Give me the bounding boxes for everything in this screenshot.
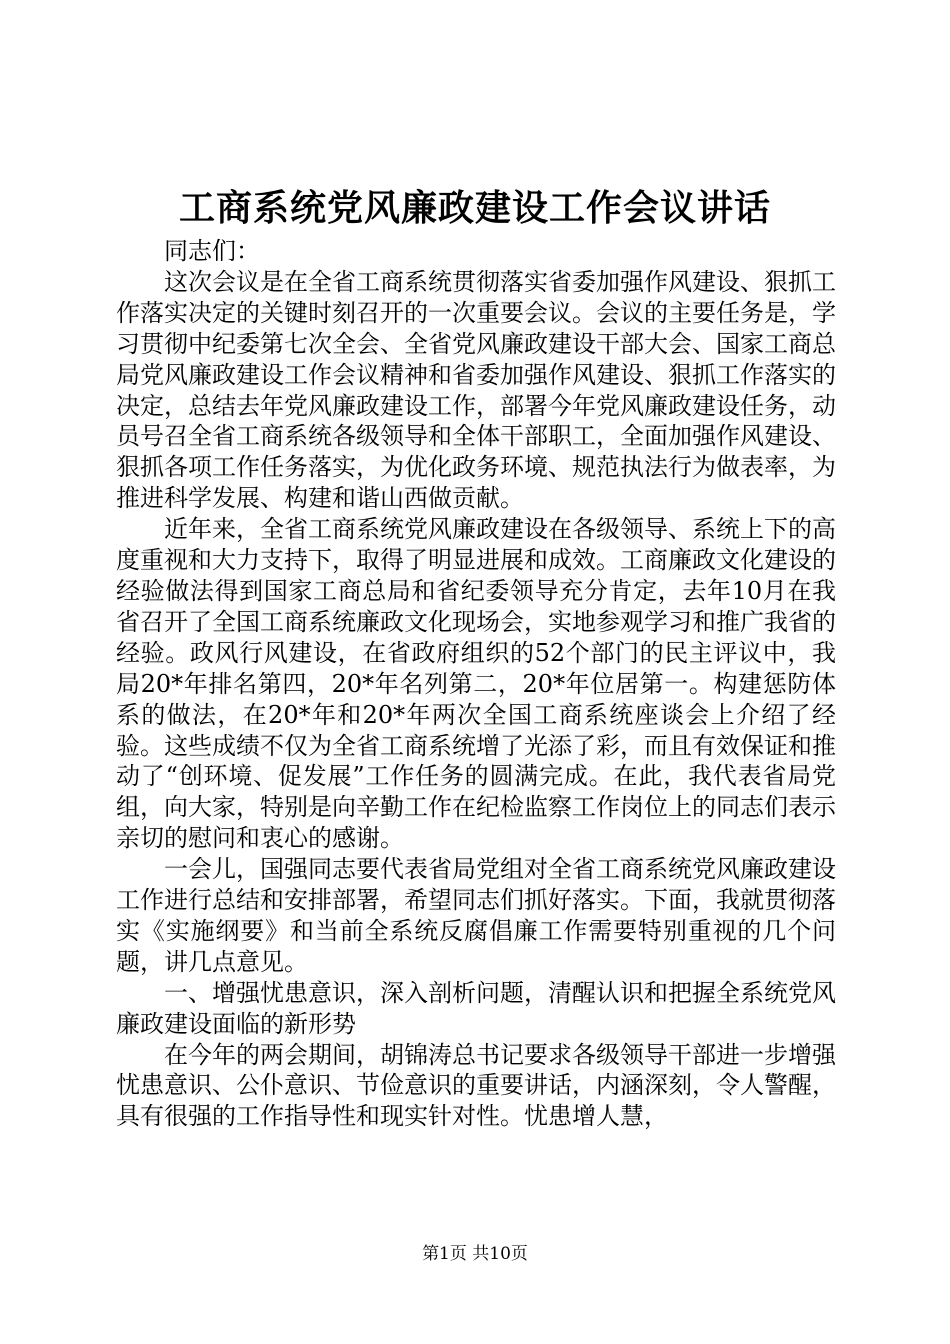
document-body [116, 236, 836, 1132]
salutation: 同志们： [164, 237, 260, 265]
body-paragraph: 这次会议是在全省工商系统贯彻落实省委加强作风建设、狠抓工作落实决定的关键时刻召开的一次重要会议。会议的主要任务是，学习贯彻中纪委第七次全会、全省党风廉政建设干部大会、国家工商总局党风廉政建设工作会议精神和省委加强作风建设、狠抓工作落实的决定，总结去年党风廉政建设工作，部署今年党风廉政建设任务，动员号召全省工商系统各级领导和全体干部职工，全面加强作风建设、狠抓各项工作任务落实，为优化政务环境、规范执法行为做表率，为推进科学发展、构建和谐山西做贡献。 [116, 267, 836, 513]
body-paragraph: 近年来，全省工商系统党风廉政建设在各级领导、系统上下的高度重视和大力支持下，取得了明显进展和成效。工商廉政文化建设的经验做法得到国家工商总局和省纪委领导充分肯定，去年10月在我省召开了全国工商系统廉政文化现场会，实地参观学习和推广我省的经验。政风行风建设，在省政府组织的52个部门的民主评议中，我局20*年排名第四，20*年名列第二，20*年位居第一。构建惩防体系的做法，在20*年和20*年两次全国工商系统座谈会上介绍了经验。这些成绩不仅为全省工商系统增了光添了彩，而且有效保证和推动了“创环境、促发展”工作任务的圆满完成。在此，我代表省局党组，向大家，特别是向辛勤工作在纪检监察工作岗位上的同志们表示亲切的慰问和衷心的感谢。 [116, 515, 836, 853]
section-heading: 一、增强忧患意识，深入剖析问题，清醒认识和把握全系统党风廉政建设面临的新形势 [116, 978, 836, 1038]
body-paragraph: 一会儿，国强同志要代表省局党组对全省工商系统党风廉政建设工作进行总结和安排部署，希望同志们抓好落实。下面，我就贯彻落实《实施纲要》和当前全系统反腐倡廉工作需要特别重视的几个问题，讲几点意见。 [116, 855, 836, 976]
page-number-footer: 第1页 共10页 [422, 1244, 528, 1264]
document-title: 工商系统党风廉政建设工作会议讲话 [178, 187, 771, 229]
body-paragraph: 在今年的两会期间，胡锦涛总书记要求各级领导干部进一步增强忧患意识、公仆意识、节俭意识的重要讲话，内涵深刻，令人警醒，具有很强的工作指导性和现实针对性。忧患增人慧， [116, 1040, 836, 1131]
